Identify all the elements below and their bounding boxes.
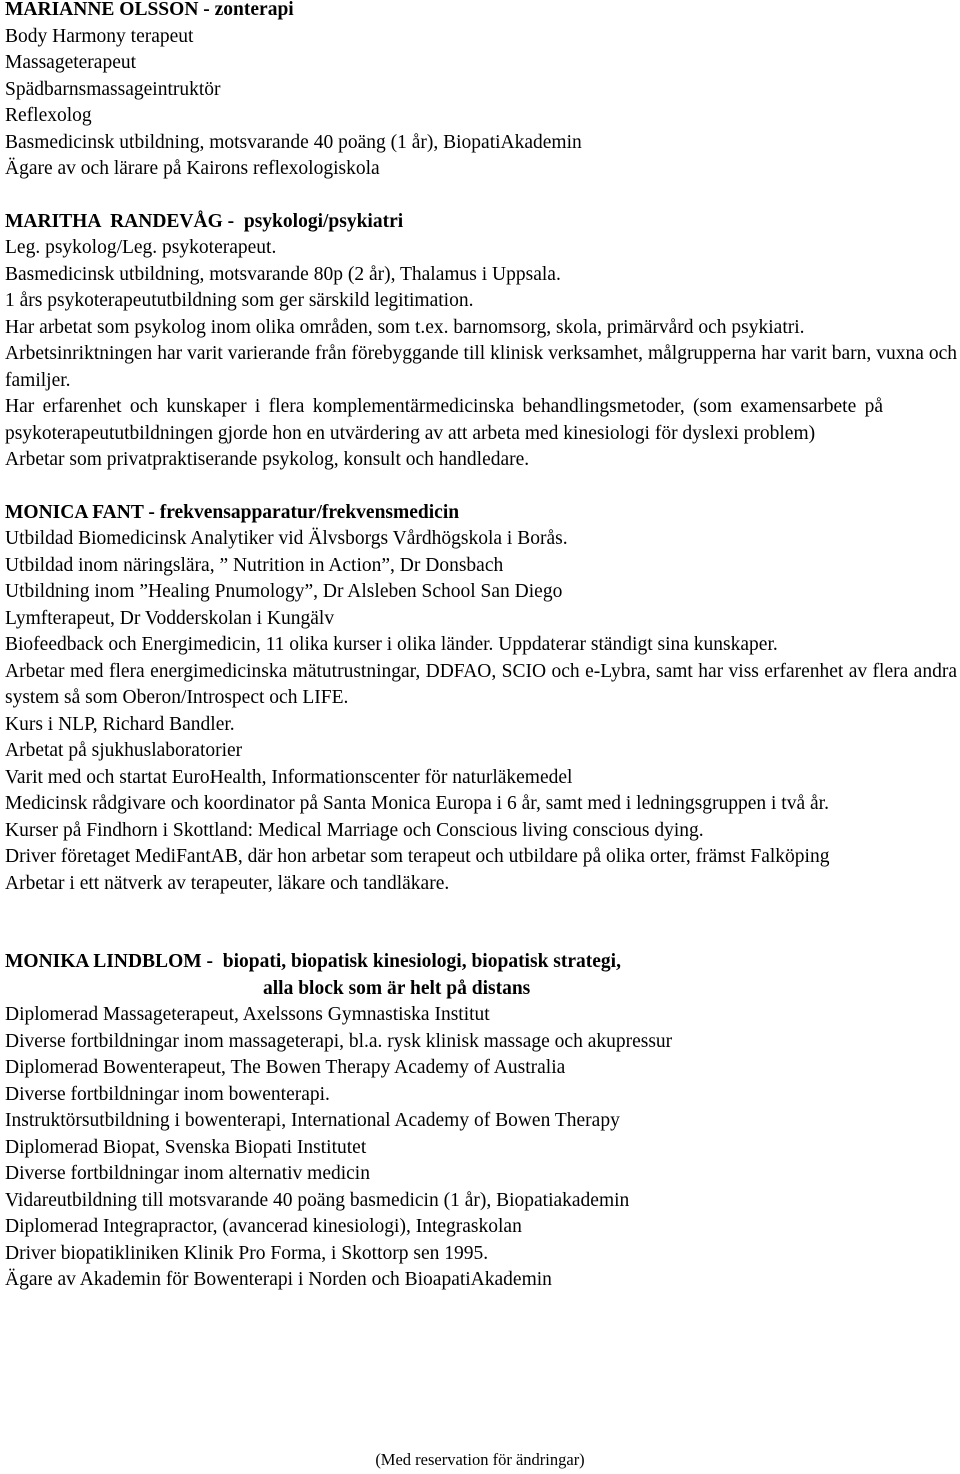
spacer bbox=[5, 897, 957, 949]
text-line: Kurs i NLP, Richard Bandler. bbox=[5, 713, 235, 735]
text-line: Instruktörsutbildning i bowenterapi, International Academy of Bowen Therapy bbox=[5, 1110, 620, 1131]
text-line: 1 års psykoterapeututbildning som ger särskild legitimation. bbox=[5, 290, 474, 311]
spacer bbox=[5, 183, 957, 209]
text-line: Diverse fortbildningar inom bowenterapi. bbox=[5, 1083, 330, 1105]
text-line: Basmedicinsk utbildning, motsvarande 80p (2 år), Thalamus i Uppsala. bbox=[5, 263, 561, 285]
text-line: Driver biopatikliniken Klinik Pro Forma, i Skottorp sen 1995. bbox=[5, 1242, 489, 1264]
text-line: Reflexolog bbox=[5, 105, 92, 126]
footer-note: (Med reservation för ändringar) bbox=[375, 1450, 585, 1469]
text-line: Spädbarnsmassageintruktör bbox=[5, 78, 221, 100]
text-line: Diverse fortbildningar inom massageterapi, bl.a. rysk klinisk massage och akupressur bbox=[5, 1030, 673, 1052]
section-heading: MARITHA RANDEVÅG - psykologi/psykiatri bbox=[5, 210, 404, 232]
section-maritha bbox=[5, 209, 957, 474]
text-paragraph: Medicinsk rådgivare och koordinator på Santa Monica Europa i 6 år, samt med i ledningsgruppen i två år. bbox=[5, 793, 829, 814]
text-line: Ägare av och lärare på Kairons reflexologiskola bbox=[5, 158, 380, 179]
text-line: Har arbetat som psykolog inom olika områden, som t.ex. barnomsorg, skola, primärvård och psykiatri. bbox=[5, 316, 805, 338]
text-line: Body Harmony terapeut bbox=[5, 25, 194, 47]
text-line: Diverse fortbildningar inom alternativ medicin bbox=[5, 1163, 370, 1184]
section-monica bbox=[5, 500, 957, 898]
text-line: Diplomerad Massageterapeut, Axelssons Gymnastiska Institut bbox=[5, 1004, 490, 1025]
text-line: Arbetat på sjukhuslaboratorier bbox=[5, 740, 243, 761]
text-line: Basmedicinsk utbildning, motsvarande 40 poäng (1 år), BiopatiAkademin bbox=[5, 131, 582, 153]
text-line: Diplomerad Integrapractor, (avancerad kinesiologi), Integraskolan bbox=[5, 1216, 522, 1237]
text-line: Utbildad inom näringslära, ” Nutrition in Action”, Dr Donsbach bbox=[5, 554, 504, 576]
section-monika bbox=[5, 949, 957, 1294]
text-line: Biofeedback och Energimedicin, 11 olika kurser i olika länder. Uppdaterar ständigt sina kunskaper. bbox=[5, 634, 778, 655]
text-line: Utbildning inom ”Healing Pnumology”, Dr Alsleben School San Diego bbox=[5, 581, 563, 602]
text-line: Arbetar som privatpraktiserande psykolog, konsult och handledare. bbox=[5, 449, 530, 470]
text-paragraph: Arbetsinriktningen har varit varierande från förebyggande till klinisk verksamhet, målgrupperna har varit barn, vuxna och familjer. bbox=[5, 343, 957, 391]
text-line: Diplomerad Biopat, Svenska Biopati Institutet bbox=[5, 1136, 367, 1158]
section-heading: MONIKA LINDBLOM - biopati, biopatisk kinesiologi, biopatisk strategi, bbox=[5, 951, 621, 972]
text-line: Massageterapeut bbox=[5, 52, 137, 73]
text-line: Leg. psykolog/Leg. psykoterapeut. bbox=[5, 237, 277, 258]
section-heading-continued: alla block som är helt på distans bbox=[263, 977, 531, 999]
text-line: Lymfterapeut, Dr Vodderskolan i Kungälv bbox=[5, 607, 335, 629]
text-paragraph: Arbetar med flera energimedicinska mätutrustningar, DDFAO, SCIO och e-Lybra, samt har viss erfarenhet av flera andra system så som Oberon/Introspect och LIFE. bbox=[5, 660, 957, 708]
spacer bbox=[5, 474, 957, 500]
text-line: Vidareutbildning till motsvarande 40 poäng basmedicin (1 år), Biopatiakademin bbox=[5, 1189, 630, 1211]
text-line: Kurser på Findhorn i Skottland: Medical Marriage och Conscious living conscious dying. bbox=[5, 819, 704, 841]
document-page bbox=[5, 0, 957, 1294]
section-heading: MARIANNE OLSSON - zonterapi bbox=[5, 0, 294, 20]
section-heading: MONICA FANT - frekvensapparatur/frekvensmedicin bbox=[5, 501, 460, 523]
text-line: Ägare av Akademin för Bowenterapi i Norden och BioapatiAkademin bbox=[5, 1269, 552, 1290]
text-paragraph: Driver företaget MediFantAB, där hon arbetar som terapeut och utbildare på olika orter, främst Falköping bbox=[5, 846, 830, 867]
text-paragraph: Har erfarenhet och kunskaper i flera komplementärmedicinska behandlingsmetoder, (som examensarbete på psykoterapeututbildningen gjorde hon en utvärdering av att arbeta med kinesiologi för dyslexi problem) bbox=[5, 396, 883, 444]
text-line: Varit med och startat EuroHealth, Informationscenter för naturläkemedel bbox=[5, 766, 573, 788]
section-marianne bbox=[5, 0, 957, 183]
text-line: Diplomerad Bowenterapeut, The Bowen Therapy Academy of Australia bbox=[5, 1057, 566, 1078]
text-line: Arbetar i ett nätverk av terapeuter, läkare och tandläkare. bbox=[5, 872, 450, 894]
text-line: Utbildad Biomedicinsk Analytiker vid Älvsborgs Vårdhögskola i Borås. bbox=[5, 528, 568, 549]
